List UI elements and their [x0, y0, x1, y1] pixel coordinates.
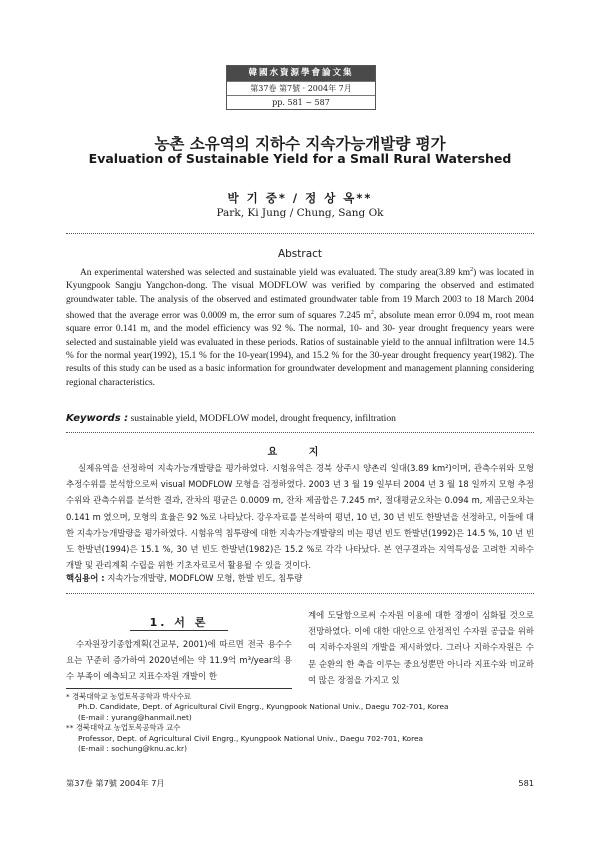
journal-box	[226, 65, 376, 110]
yoji-body	[66, 460, 534, 573]
authors-english: Park, Ki Jung / Chung, Sang Ok	[216, 207, 384, 219]
divider-bottom	[66, 593, 534, 594]
yoji-keywords-label: 핵심용어 :	[66, 573, 105, 583]
section-underline	[130, 630, 228, 631]
abstract-keywords	[66, 413, 534, 424]
yoji-heading: 요 지	[267, 447, 333, 458]
divider-top	[66, 233, 534, 234]
yoji-keywords-text: 지속가능개발량, MODFLOW 모형, 한발 빈도, 침투량	[107, 573, 303, 583]
keywords-label: Keywords :	[66, 413, 129, 424]
keywords-text: sustainable yield, MODFLOW model, drought frequency, infiltration	[130, 413, 396, 424]
title-english: Evaluation of Sustainable Yield for a Small Rural Watershed	[88, 151, 512, 166]
journal-volume: 第37卷 第7號 · 2004年 7月	[227, 81, 375, 95]
footnote-b-email: (E-mail : sochung@knu.ac.kr)	[78, 744, 187, 754]
section-heading: 1. 서 론	[149, 616, 209, 629]
journal-name: 韓國水資源學會論文集	[227, 66, 375, 81]
footnote-a-email: (E-mail : yurang@hanmail.net)	[78, 712, 192, 722]
footnote-a-ko: * 경북대학교 농업토목공학과 박사수료	[66, 692, 191, 701]
intro-left-text: 수자원장기종합계획(건교부, 2001)에 따르면 전국 용수수요는 꾸준히 증가하여 2020년에는 약 11.9억 m³/year의 용수 부족이 예측되고 지표수자원 개발이 한	[66, 639, 292, 682]
intro-right-text: 계에 도달함으로써 수자원 이용에 대한 경쟁이 심화될 것으로 전망하였다. 이에 대한 대안으로 안정적인 수자원 공급을 위하여 지하수자원의 개발을 제시하였다. 그러나 지하수자원은 수문 순환의 한 축을 이루는 중요성뿐만 아니라 지표수와 비교하여 많은 장점을 가지고 있	[308, 610, 534, 685]
footer-journal: 第37卷 第7號 2004年 7月	[66, 778, 165, 788]
intro-left-column	[66, 636, 292, 685]
abstract-heading: Abstract	[277, 248, 323, 260]
footnote-rule	[66, 688, 292, 689]
footnote-b-en: Professor, Dept. of Agricultural Civil Engrg., Kyungpook National Univ., Daegu 702-701, Korea	[78, 733, 424, 743]
yoji-keywords	[66, 572, 534, 584]
authors-korean: 박 기 중* / 정 상 옥**	[227, 191, 373, 205]
abstract-text-3: , absolute mean error 0.094 m, root mean square error 0.141 m, and the model efficiency was 92 %. The normal, 10- and 30- year drought frequency years were selected and sustainable yield was evaluated in these periods. Ratios of sustainable yield to the annual infiltration were 14.5 % for the normal year(1992), 15.1 % for the 10-year(1994), and 15.2 % for the 30-year drought frequency year(1982). The results of this study can be used as a basic information for groundwater development and management planning considering regional characteristics.	[66, 311, 534, 388]
footnotes	[66, 692, 536, 754]
abstract-text-2: ) was located in Kyungpook Sangju Yangchon-dong. The visual MODFLOW was verified by comparing the observed and estimated groundwater table. The analysis of the observed and estimated groundwater table from 19 March 2003 to 18 March 2004 showed that the average error was 0.0009 m, the error sum of squares 7.245 m	[66, 268, 534, 322]
abstract-body	[66, 264, 534, 390]
yoji-text: 실제유역을 선정하여 지속가능개발량을 평가하였다. 시험유역은 경북 상주시 양촌리 일대(3.89 km²)이며, 관측수위와 모형 추정수위를 분석함으로써 visual MODFLOW 모형을 검정하였다. 2003 년 3 월 19 일부터 2004 년 3 월 18 일까지 모형 추정수위와 관측수위를 분석한 결과, 잔차의 평균은 0.0009 m, 잔차 제곱합은 7.245 m², 절대평균오차는 0.094 m, 제곱근오차는 0.141 m 였으며, 모형의 효율은 92 %로 나타났다. 강우자료를 분석하여 평년, 10 년, 30 년 빈도 한발년을 선정하고, 이들에 대한 지속가능개발량을 평가하였다. 시험유역 침투량에 대한 지속가능개발량의 비는 평년 빈도 한발년(1992)은 14.5 %, 10 년 빈도 한발년(1994)은 15.1 %, 30 년 빈도 한발년(1982)은 15.2 %로 각각 나타났다. 본 연구결과는 지역특성을 고려한 지하수 개발 및 관리계획 수립을 위한 기초자료로서 활용될 수 있을 것이다.	[66, 463, 534, 571]
intro-right-column	[308, 607, 534, 688]
abstract-sup-2: 2	[370, 310, 374, 317]
title-korean: 농촌 소유역의 지하수 지속가능개발량 평가	[154, 135, 446, 153]
footnote-a-en: Ph.D. Candidate, Dept. of Agricultural Civil Engrg., Kyungpook National Univ., Daegu 702-701, Korea	[78, 702, 449, 712]
page-number: 581	[518, 778, 534, 788]
abstract-text-1: An experimental watershed was selected and sustainable yield was evaluated. The study area(3.89 km	[80, 268, 471, 279]
abstract-sup-1: 2	[470, 267, 474, 273]
journal-pages: pp. 581 ~ 587	[227, 95, 375, 109]
footnote-b-ko: ** 경북대학교 농업토목공학과 교수	[66, 723, 181, 733]
divider-middle	[66, 432, 534, 433]
